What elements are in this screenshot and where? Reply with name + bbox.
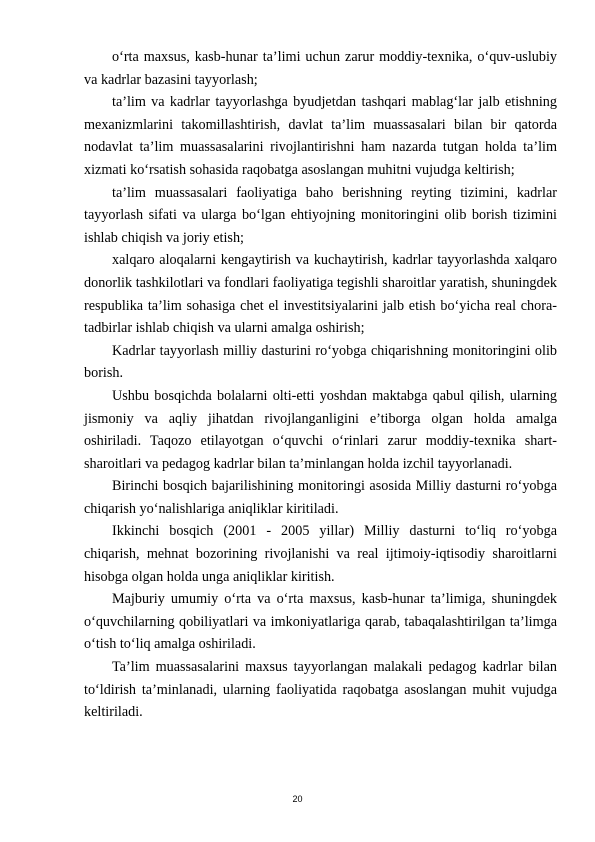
page-number: 20 — [292, 794, 303, 804]
paragraph: xalqaro aloqalarni kengaytirish va kuchaytirish, kadrlar tayyorlashda xalqaro donorlik tashkilotlari va fondlari faoliyatiga tegishli sharoitlar yaratish, shuningdek respublika ta’lim sohasiga chet el investitsiyalarini jalb etish bo‘yicha real chora-tadbirlar ishlab chiqish va ularni amalga oshirish; — [84, 252, 557, 337]
document-body — [84, 46, 557, 724]
paragraph: o‘rta maxsus, kasb-hunar ta’limi uchun zarur moddiy-texnika, o‘quv-uslubiy va kadrlar bazasini tayyorlash; — [84, 49, 557, 88]
paragraph: Ta’lim muassasalarini maxsus tayyorlangan malakali pedagog kadrlar bilan to‘ldirish ta’minlanadi, ularning faoliyatida raqobatga asoslangan muhit vujudga keltiriladi. — [84, 659, 557, 721]
paragraph: Birinchi bosqich bajarilishining monitoringi asosida Milliy dasturni ro‘yobga chiqarish yo‘nalishlariga aniqliklar kiritiladi. — [84, 478, 557, 517]
paragraph: ta’lim muassasalari faoliyatiga baho berishning reyting tizimini, kadrlar tayyorlash sifati va ularga bo‘lgan ehtiyojning monitoringini olib borish tizimini ishlab chiqish va joriy etish; — [84, 184, 557, 246]
paragraph: Majburiy umumiy o‘rta va o‘rta maxsus, kasb-hunar ta’limiga, shuningdek o‘quvchilarning qobiliyatlari va imkoniyatlariga qarab, tabaqalashtirilgan ta’limga o‘tish to‘liq amalga oshiriladi. — [84, 591, 557, 653]
paragraph: ta’lim va kadrlar tayyorlashga byudjetdan tashqari mablag‘lar jalb etishning mexanizmlarini takomillashtirish, davlat ta’lim muassasalari bilan bir qatorda nodavlat ta’lim muassasalarini rivojlantirishni ham nazarda tutgan holda ta’lim xizmati ko‘rsatish sohasida raqobatga asoslangan muhitni vujudga keltirish; — [84, 94, 557, 178]
paragraph: Ikkinchi bosqich (2001 - 2005 yillar) Milliy dasturni to‘liq ro‘yobga chiqarish, mehnat bozorining rivojlanishi va real ijtimoiy-iqtisodiy sharoitlarni hisobga olgan holda unga aniqliklar kiritish. — [84, 523, 557, 585]
paragraph: Ushbu bosqichda bolalarni olti-etti yoshdan maktabga qabul qilish, ularning jismoniy va aqliy jihatdan rivojlanganligini e’tiborga olgan holda amalga oshiriladi. Taqozo etilayotgan o‘quvchi o‘rinlari zarur moddiy-texnika shart-sharoitlari va pedagog kadrlar bilan ta’minlangan holda izchil tayyorlanadi. — [84, 387, 557, 472]
paragraph: Kadrlar tayyorlash milliy dasturini ro‘yobga chiqarishning monitoringini olib borish. — [84, 342, 557, 382]
